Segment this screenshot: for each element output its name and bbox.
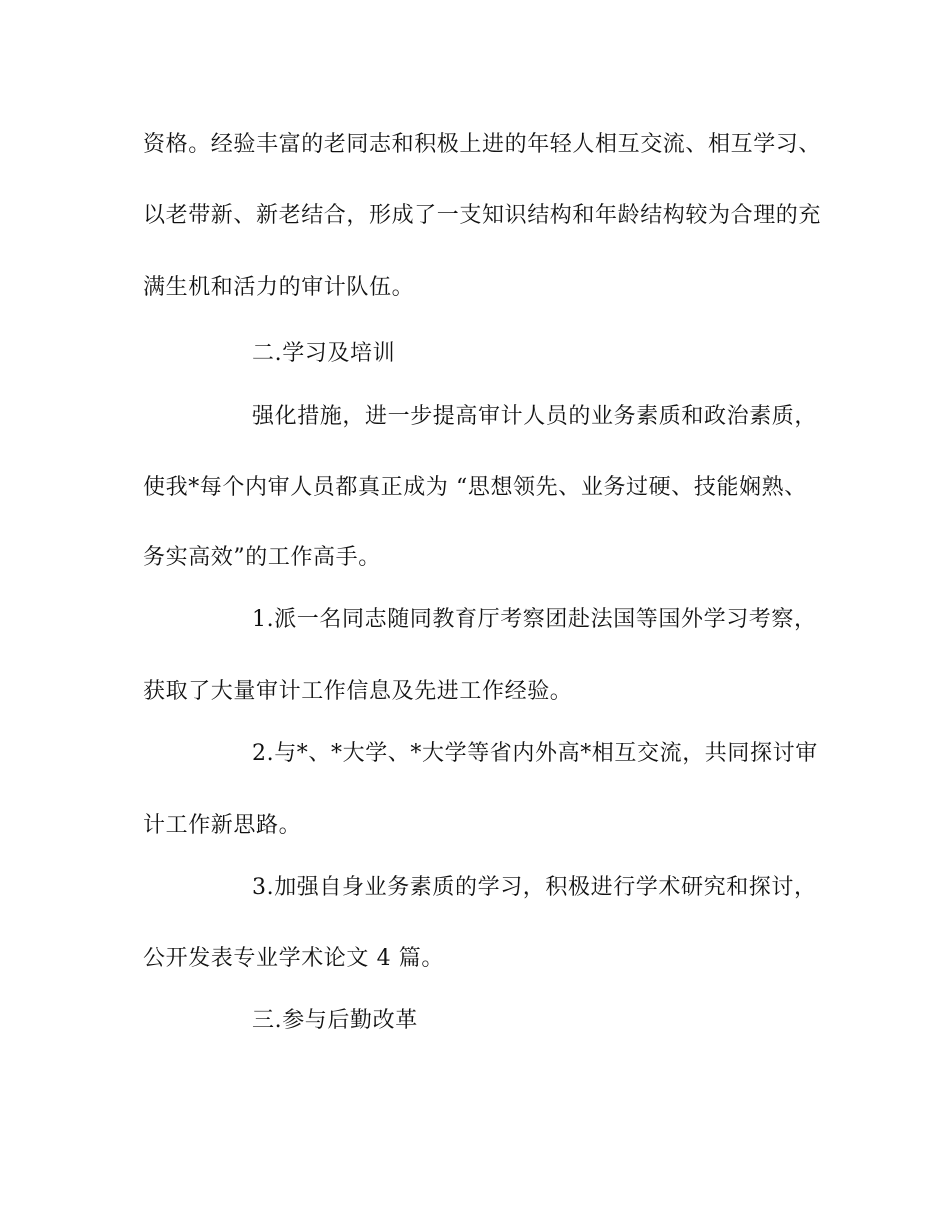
- paragraph-line: 务实高效”的工作高手。: [143, 545, 381, 570]
- paragraph-line: 计工作新思路。: [143, 813, 302, 838]
- paragraph-line: 资格。经验丰富的老同志和积极上进的年轻人相互交流、相互学习、: [143, 132, 822, 157]
- paragraph-line: 公开发表专业学术论文 4 篇。: [143, 946, 444, 971]
- list-item: 2.与*、*大学、*大学等省内外高*相互交流，共同探讨审: [252, 741, 818, 766]
- paragraph-line: 强化措施，进一步提高审计人员的业务素质和政治素质，: [252, 404, 818, 429]
- section-heading: 二.学习及培训: [252, 341, 396, 366]
- list-item: 1.派一名同志随同教育厅考察团赴法国等国外学习考察，: [252, 607, 817, 632]
- list-item: 3.加强自身业务素质的学习，积极进行学术研究和探讨，: [252, 875, 817, 900]
- paragraph-line: 使我*每个内审人员都真正成为 “思想领先、业务过硬、技能娴熟、: [143, 475, 807, 500]
- section-heading: 三.参与后勤改革: [252, 1008, 418, 1033]
- paragraph-line: 以老带新、新老结合，形成了一支知识结构和年龄结构较为合理的充: [143, 203, 822, 228]
- paragraph-line: 获取了大量审计工作信息及先进工作经验。: [143, 679, 573, 704]
- paragraph-line: 满生机和活力的审计队伍。: [143, 275, 415, 300]
